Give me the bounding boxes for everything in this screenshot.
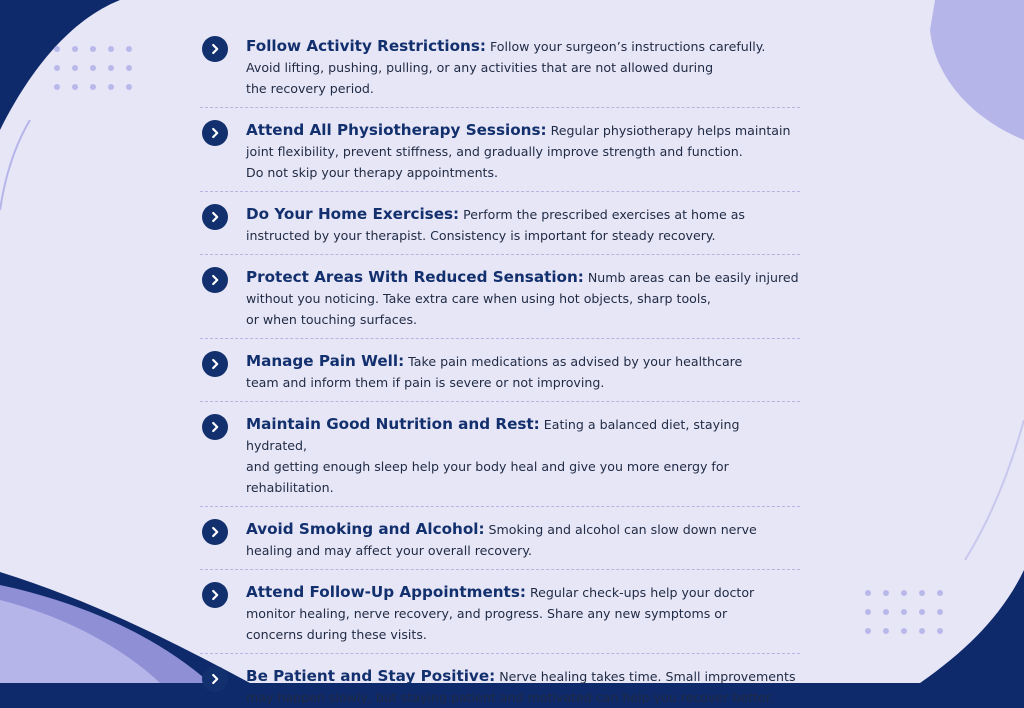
item-title: Follow Activity Restrictions: xyxy=(246,37,486,55)
list-item xyxy=(200,192,800,255)
list-item xyxy=(200,108,800,192)
item-text-line: instructed by your therapist. Consistency is important for steady recovery. xyxy=(246,228,716,243)
item-text-line xyxy=(246,666,800,687)
chevron-right-icon xyxy=(202,267,228,293)
item-text-line: and getting enough sleep help your body heal and give you more energy for xyxy=(246,459,729,474)
item-description: Take pain medications as advised by your healthcare xyxy=(408,354,743,369)
chevron-right-icon xyxy=(202,120,228,146)
item-text-line xyxy=(246,36,800,57)
item-text-line: the recovery period. xyxy=(246,81,374,96)
item-text-line: or when touching surfaces. xyxy=(246,312,418,327)
item-title: Avoid Smoking and Alcohol: xyxy=(246,520,485,538)
chevron-right-icon xyxy=(202,36,228,62)
dot-grid-top-left xyxy=(54,46,132,90)
item-text-line xyxy=(246,204,800,225)
chevron-right-icon xyxy=(202,414,228,440)
chevron-right-icon xyxy=(202,351,228,377)
item-description: Eating a balanced diet, staying hydrated, xyxy=(246,417,740,453)
item-text-line: may happen slowly, but staying patient and motivated can help you recover better. xyxy=(246,690,774,705)
item-description: Regular check-ups help your doctor xyxy=(529,585,755,600)
item-title: Protect Areas With Reduced Sensation: xyxy=(246,268,584,286)
item-title: Attend All Physiotherapy Sessions: xyxy=(246,121,547,139)
item-description: Smoking and alcohol can slow down nerve xyxy=(488,522,757,537)
item-description: Perform the prescribed exercises at home as xyxy=(463,207,745,222)
item-title: Attend Follow-Up Appointments: xyxy=(246,583,526,601)
item-text-line xyxy=(246,519,800,540)
item-text-line: team and inform them if pain is severe or not improving. xyxy=(246,375,605,390)
item-description: Numb areas can be easily injured xyxy=(587,270,799,285)
list-item xyxy=(200,36,800,108)
item-description: Follow your surgeon’s instructions carefully. xyxy=(489,39,766,54)
item-text-line: without you noticing. Take extra care when using hot objects, sharp tools, xyxy=(246,291,711,306)
item-title: Do Your Home Exercises: xyxy=(246,205,460,223)
item-text-line: monitor healing, nerve recovery, and progress. Share any new symptoms or xyxy=(246,606,728,621)
item-text-line: rehabilitation. xyxy=(246,480,334,495)
item-title: Be Patient and Stay Positive: xyxy=(246,667,496,685)
chevron-right-icon xyxy=(202,204,228,230)
item-text-line xyxy=(246,120,800,141)
item-text-line: Avoid lifting, pushing, pulling, or any activities that are not allowed during xyxy=(246,60,714,75)
item-text-line: Do not skip your therapy appointments. xyxy=(246,165,499,180)
list-item xyxy=(200,654,800,708)
item-text-line xyxy=(246,414,800,456)
item-title: Manage Pain Well: xyxy=(246,352,405,370)
item-text-line: concerns during these visits. xyxy=(246,627,427,642)
item-text-line xyxy=(246,351,800,372)
item-text-line: joint flexibility, prevent stiffness, and gradually improve strength and function. xyxy=(246,144,743,159)
list-item xyxy=(200,507,800,570)
item-text-line: healing and may affect your overall recovery. xyxy=(246,543,533,558)
dot-grid-bottom-right xyxy=(865,590,943,634)
item-text-line xyxy=(246,582,800,603)
item-description: Nerve healing takes time. Small improvements xyxy=(499,669,796,684)
chevron-right-icon xyxy=(202,582,228,608)
chevron-right-icon xyxy=(202,666,228,692)
recovery-tips-list xyxy=(200,36,800,708)
list-item xyxy=(200,402,800,507)
list-item xyxy=(200,255,800,339)
item-title: Maintain Good Nutrition and Rest: xyxy=(246,415,540,433)
chevron-right-icon xyxy=(202,519,228,545)
item-description: Regular physiotherapy helps maintain xyxy=(550,123,791,138)
list-item xyxy=(200,570,800,654)
list-item xyxy=(200,339,800,402)
item-text-line xyxy=(246,267,800,288)
